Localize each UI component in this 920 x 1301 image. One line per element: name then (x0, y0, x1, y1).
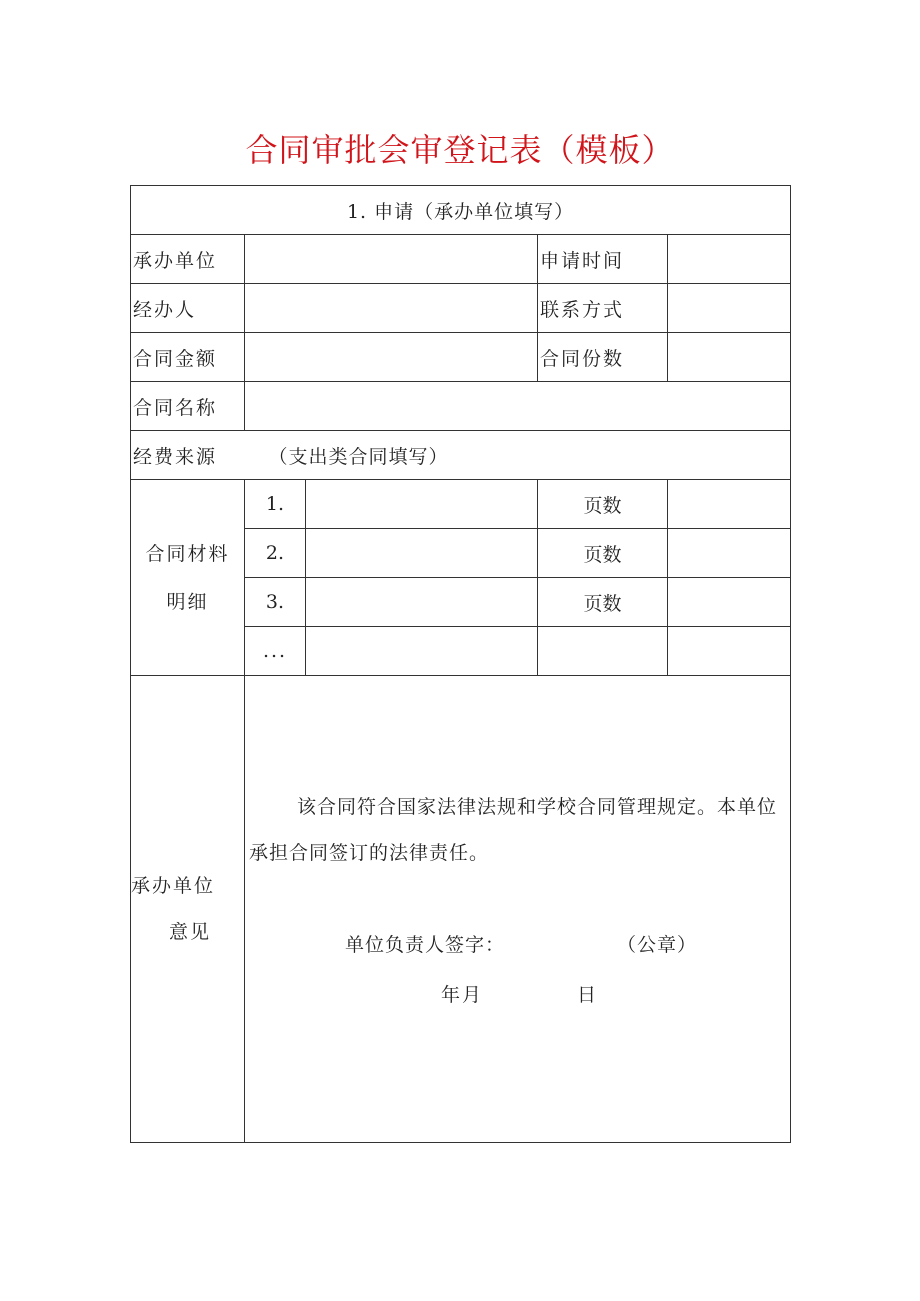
row-funding (131, 431, 791, 480)
material-index: ... (245, 627, 306, 676)
material-index: 1. (245, 480, 306, 529)
contract-approval-form (130, 185, 791, 1143)
material-pages-label: 页数 (538, 529, 668, 578)
opinion-statement: 该合同符合国家法律法规和学校合同管理规定。本单位承担合同签订的法律责任。 (249, 796, 778, 864)
contract-name-label: 合同名称 (131, 382, 245, 431)
section-header: 1. 申请（承办单位填写） (131, 186, 791, 235)
contract-name-field[interactable] (245, 382, 791, 431)
funding-note: （支出类合同填写） (268, 445, 449, 468)
application-time-field[interactable] (668, 235, 791, 284)
application-time-label: 申请时间 (538, 235, 668, 284)
contract-amount-label: 合同金额 (131, 333, 245, 382)
date-day: 日 (577, 984, 597, 1006)
page-title: 合同审批会审登记表（模板） (245, 131, 675, 169)
contact-label: 联系方式 (538, 284, 668, 333)
funding-source-label: 经费来源 (131, 431, 245, 480)
material-name-field[interactable] (306, 480, 538, 529)
material-name-field[interactable] (306, 627, 538, 676)
section-header-row (131, 186, 791, 235)
material-index: 2. (245, 529, 306, 578)
materials-label (131, 480, 245, 676)
undertaking-unit-label: 承办单位 (131, 235, 245, 284)
undertaking-unit-field[interactable] (245, 235, 538, 284)
material-index: 3. (245, 578, 306, 627)
material-pages-field[interactable] (668, 480, 791, 529)
opinion-label (131, 676, 245, 1143)
material-pages-field[interactable] (668, 529, 791, 578)
funding-source-field[interactable] (245, 431, 791, 480)
seal-label: （公章） (617, 934, 698, 956)
material-name-field[interactable] (306, 529, 538, 578)
opinion-field[interactable] (245, 676, 791, 1143)
material-name-field[interactable] (306, 578, 538, 627)
signature-label: 单位负责人签字： (345, 934, 506, 956)
row-handler (131, 284, 791, 333)
row-amount (131, 333, 791, 382)
handler-label: 经办人 (131, 284, 245, 333)
opinion-label-line1: 承办单位 (131, 875, 216, 897)
materials-label-line1: 合同材料 (145, 542, 230, 565)
contract-copies-label: 合同份数 (538, 333, 668, 382)
contract-amount-field[interactable] (245, 333, 538, 382)
opinion-label-line2: 意见 (169, 921, 212, 943)
material-row (131, 480, 791, 529)
material-pages-label (538, 627, 668, 676)
row-opinion (131, 676, 791, 1143)
material-pages-label: 页数 (538, 480, 668, 529)
material-pages-field[interactable] (668, 578, 791, 627)
material-pages-label: 页数 (538, 578, 668, 627)
material-pages-field[interactable] (668, 627, 791, 676)
contract-copies-field[interactable] (668, 333, 791, 382)
row-undertaking-unit (131, 235, 791, 284)
materials-label-line2: 明细 (166, 590, 209, 613)
date-year-month: 年月 (441, 984, 484, 1006)
handler-field[interactable] (245, 284, 538, 333)
row-contract-name (131, 382, 791, 431)
contact-field[interactable] (668, 284, 791, 333)
